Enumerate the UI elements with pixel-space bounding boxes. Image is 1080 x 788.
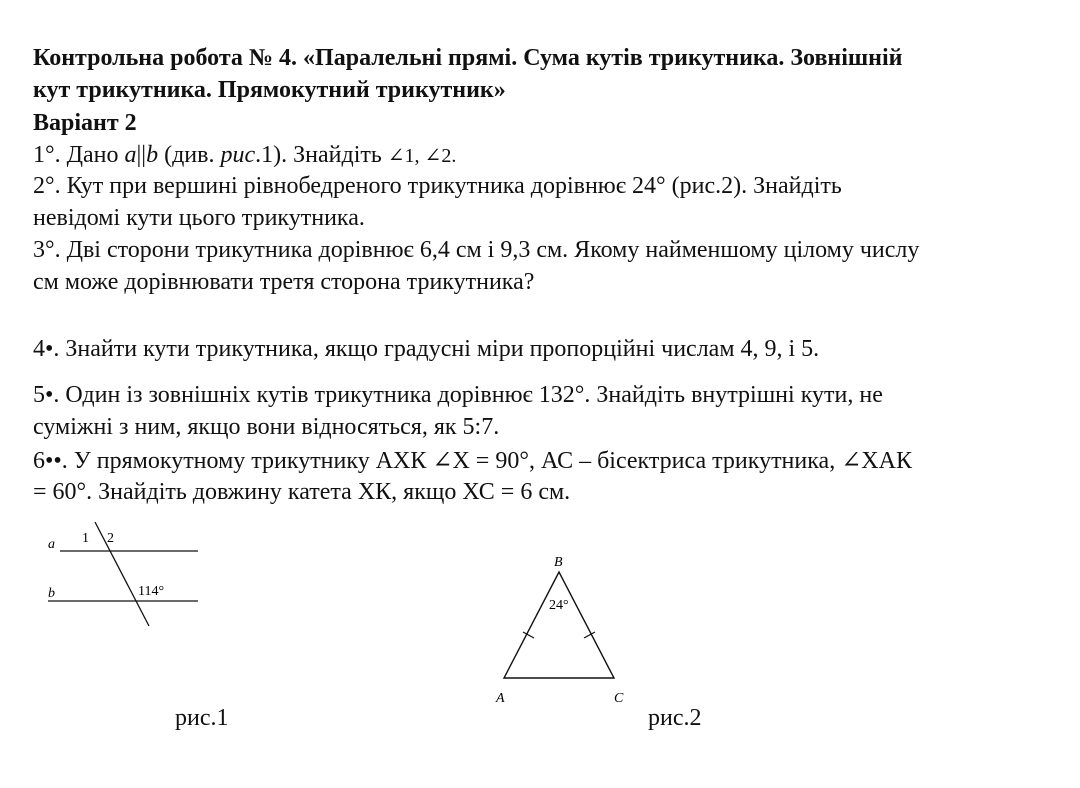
figure-ref: рис <box>220 142 256 168</box>
figure-1-parallel-lines <box>40 518 210 633</box>
task-2-line-2: невідомі кути цього трикутника. <box>33 205 365 231</box>
angle-1-label: 1 <box>82 531 89 546</box>
variant-label: Варіант 2 <box>33 110 137 136</box>
task-1 <box>33 140 456 171</box>
transversal <box>95 522 149 626</box>
task-1-text: .1). Знайдіть <box>255 142 388 168</box>
figure-1-caption: рис.1 <box>175 705 229 731</box>
vertex-c-label: C <box>614 691 624 706</box>
vertex-a-label: A <box>496 691 505 706</box>
angle-114-label: 114° <box>138 584 165 599</box>
line-b-symbol: b <box>146 142 159 168</box>
line-a-label: a <box>48 537 55 552</box>
vertex-b-label: B <box>554 555 563 570</box>
angle-2-label: 2 <box>107 531 114 546</box>
title-line-2: кут трикутника. Прямокутний трикутник» <box>33 77 506 103</box>
task-5-line-2: суміжні з ним, якщо вони відносяться, як 5:7. <box>33 414 500 440</box>
task-6-line-2: = 60°. Знайдіть довжину катета ХК, якщо ХС = 6 см. <box>33 479 571 505</box>
title-line-1: Контрольна робота № 4. «Паралельні прямі. Сума кутів трикутника. Зовнішній <box>33 45 903 71</box>
angles-notation: ∠1, ∠2. <box>387 145 457 167</box>
line-a-symbol: a <box>124 142 137 168</box>
task-6-line-1: 6••. У прямокутному трикутнику АХК ∠Х = 90°, АС – бісектриса трикутника, ∠ХАК <box>33 448 912 474</box>
task-4: 4•. Знайти кути трикутника, якщо градусні міри пропорційні числам 4, 9, і 5. <box>33 336 820 362</box>
parallel-symbol: || <box>136 142 147 168</box>
figure-2-caption: рис.2 <box>648 705 702 731</box>
triangle-abc <box>504 572 614 678</box>
figure-2-isosceles-triangle <box>490 550 640 710</box>
task-2-line-1: 2°. Кут при вершині рівнобедреного трикутника дорівнює 24° (рис.2). Знайдіть <box>33 173 842 199</box>
task-1-text: 1°. Дано <box>33 142 125 168</box>
task-3-line-1: 3°. Дві сторони трикутника дорівнює 6,4 см і 9,3 см. Якому найменшому цілому числу <box>33 237 920 263</box>
apex-angle-label: 24° <box>549 598 569 613</box>
task-5-line-1: 5•. Один із зовнішніх кутів трикутника дорівнює 132°. Знайдіть внутрішні кути, не <box>33 382 883 408</box>
line-b-label: b <box>48 586 55 601</box>
task-3-line-2: см може дорівнювати третя сторона трикутника? <box>33 269 535 295</box>
task-1-text: (див. <box>158 142 221 168</box>
worksheet-title <box>33 42 903 106</box>
